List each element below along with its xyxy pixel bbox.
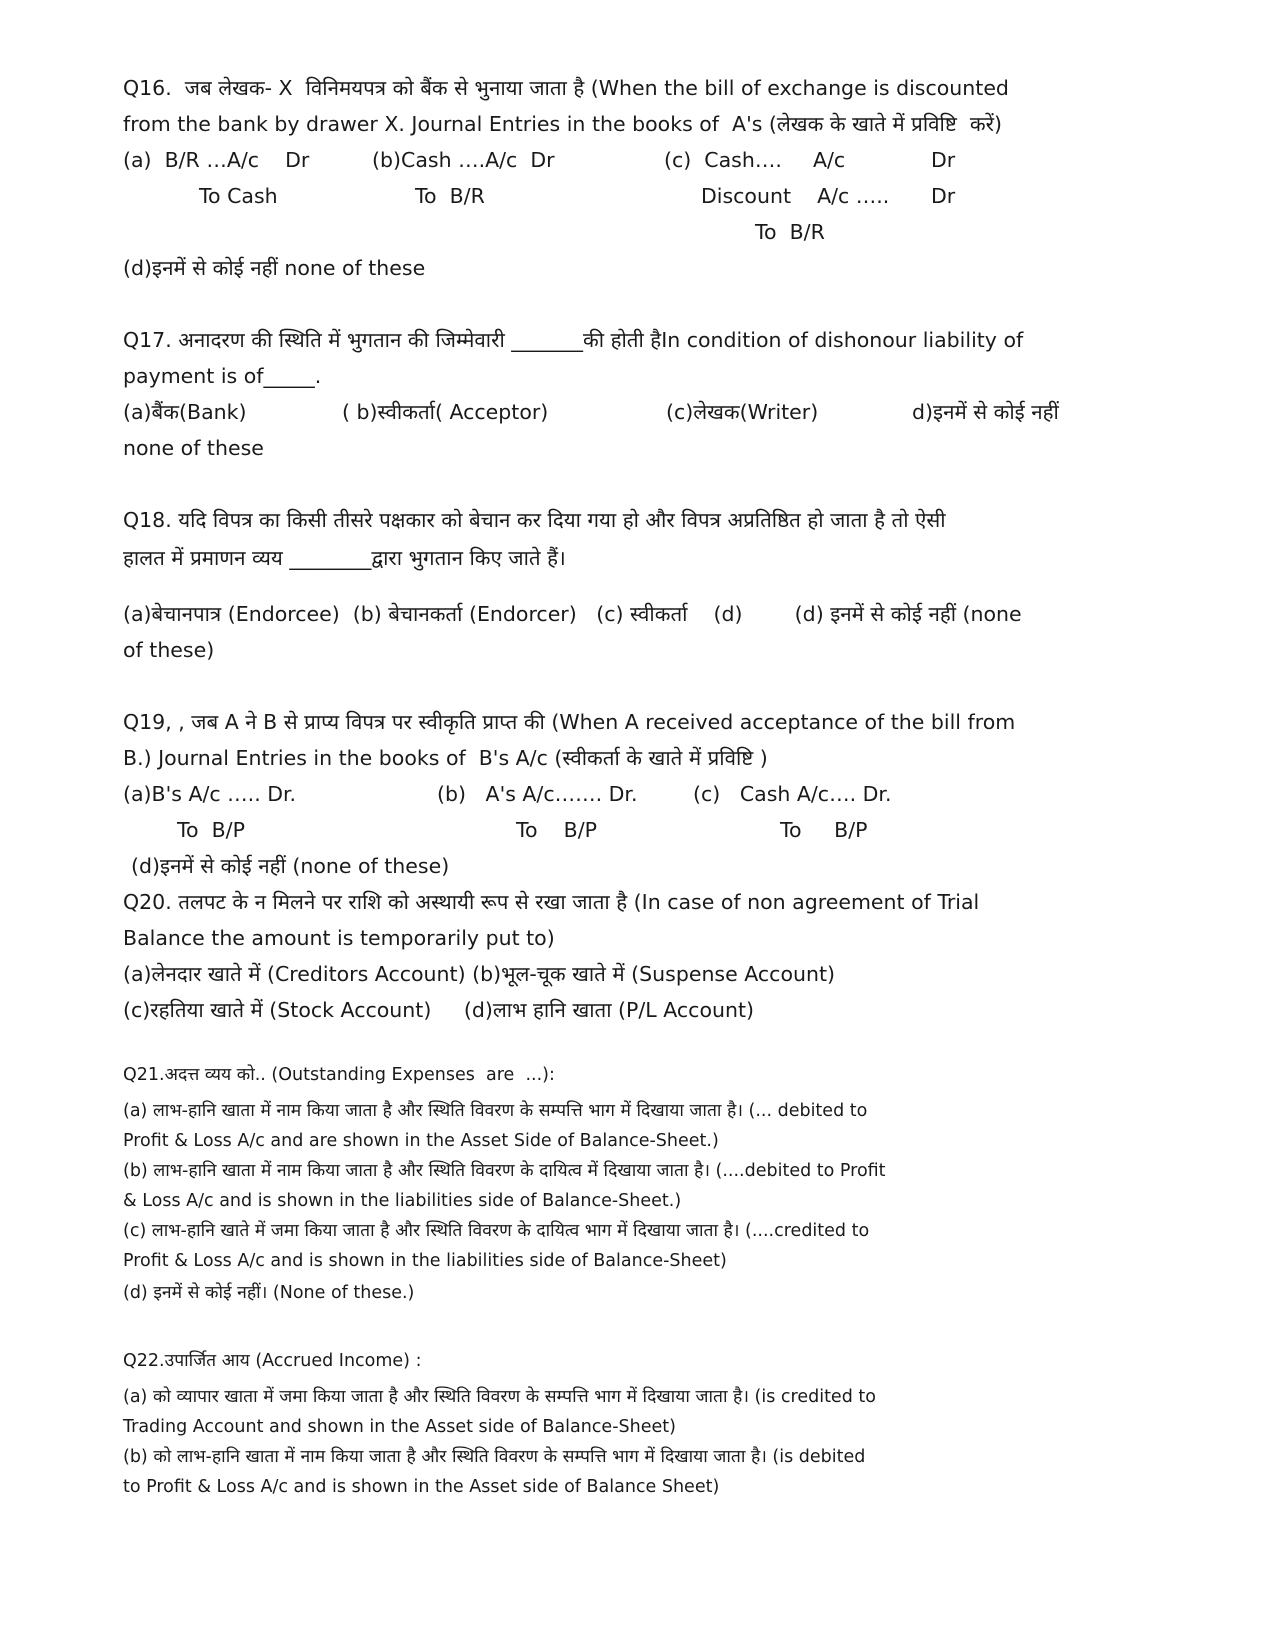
q17-text-line1: Q17. अनादरण की स्थिति में भुगतान की जिम्मेवारी _______की होती हैIn condition of dishonour liability of xyxy=(123,328,1024,352)
q16-text-line1: Q16. जब लेखक- X विनिमयपत्र को बैंक से भुनाया जाता है (When the bill of exchange is discounted xyxy=(123,76,1009,100)
q16-option-b-line2: To B/R xyxy=(415,184,485,208)
q22-option-a-line1: (a) को व्यापार खाता में जमा किया जाता है और स्थिति विवरण के सम्पत्ति भाग में दिखाया जाता है। (is credited to xyxy=(123,1387,876,1407)
q21-option-b-line1: (b) लाभ-हानि खाता में नाम किया जाता है और स्थिति विवरण के दायित्व में दिखाया जाता है। (....debited to Profit xyxy=(123,1161,886,1181)
q16-option-c-line2: Discount A/c ….. xyxy=(701,184,890,208)
q17-text-line2: payment is of_____. xyxy=(123,364,322,388)
q22-option-a-line2: Trading Account and shown in the Asset side of Balance-Sheet) xyxy=(123,1417,676,1437)
q20-options-line2: (c)रहतिया खाते में (Stock Account) (d)लाभ हानि खाता (P/L Account) xyxy=(123,998,755,1022)
q21-text-line1: Q21.अदत्त व्यय को.. (Outstanding Expenses are ...): xyxy=(123,1065,555,1085)
q21-option-b-line2: & Loss A/c and is shown in the liabilities side of Balance-Sheet.) xyxy=(123,1191,682,1211)
q19-text-line2: B.) Journal Entries in the books of B's A/c (स्वीकर्ता के खाते में प्रविष्टि ) xyxy=(123,746,768,770)
q16-option-d: (d)इनमें से कोई नहीं none of these xyxy=(123,256,426,280)
q19-option-a-line1: (a)B's A/c ….. Dr. xyxy=(123,782,297,806)
q16-option-a-line1: (a) B/R …A/c Dr xyxy=(123,148,310,172)
q16-option-c-ac: A/c xyxy=(813,148,846,172)
q21-option-c-line1: (c) लाभ-हानि खाते में जमा किया जाता है और स्थिति विवरण के दायित्व भाग में दिखाया जाता है। (....credited to xyxy=(123,1221,870,1241)
q21-option-a-line2: Profit & Loss A/c and are shown in the Asset Side of Balance-Sheet.) xyxy=(123,1131,719,1151)
q16-option-c-dr: Dr xyxy=(931,148,956,172)
q19-option-a-line2: To B/P xyxy=(177,818,245,842)
q16-option-c-line1: (c) Cash…. xyxy=(664,148,782,172)
q20-text-line2: Balance the amount is temporarily put to) xyxy=(123,926,555,950)
q20-options-line1: (a)लेनदार खाते में (Creditors Account) (b)भूल-चूक खाते में (Suspense Account) xyxy=(123,962,836,986)
q16-text-line2: from the bank by drawer X. Journal Entries in the books of A's (लेखक के खाते में प्रविष्टि करें) xyxy=(123,112,1002,136)
q18-text-line2: हालत में प्रमाणन व्यय ________द्वारा भुगतान किए जाते हैं। xyxy=(123,546,566,570)
q16-option-c-line2-dr: Dr xyxy=(931,184,956,208)
q17-option-d-line2: none of these xyxy=(123,436,264,460)
q21-option-d: (d) इनमें से कोई नहीं। (None of these.) xyxy=(123,1283,415,1303)
q19-option-c-line2: To B/P xyxy=(780,818,868,842)
q22-option-b-line1: (b) को लाभ-हानि खाता में नाम किया जाता है और स्थिति विवरण के सम्पत्ति भाग में दिखाया जाता है। (is debited xyxy=(123,1447,866,1467)
q19-option-d: (d)इनमें से कोई नहीं (none of these) xyxy=(131,854,450,878)
q16-option-c-line3: To B/R xyxy=(755,220,825,244)
q17-option-c: (c)लेखक(Writer) xyxy=(666,400,819,424)
q22-option-b-line2: to Profit & Loss A/c and is shown in the Asset side of Balance Sheet) xyxy=(123,1477,720,1497)
q20-text-line1: Q20. तलपट के न मिलने पर राशि को अस्थायी रूप से रखा जाता है (In case of non agreement of Trial xyxy=(123,890,980,914)
q21-option-a-line1: (a) लाभ-हानि खाता में नाम किया जाता है और स्थिति विवरण के सम्पत्ति भाग में दिखाया जाता है। (... debited to xyxy=(123,1101,868,1121)
q16-option-b-line1: (b)Cash ….A/c Dr xyxy=(372,148,555,172)
q17-option-d: d)इनमें से कोई नहीं xyxy=(912,400,1059,424)
q19-option-b-line2: To B/P xyxy=(516,818,597,842)
q17-option-a: (a)बैंक(Bank) xyxy=(123,400,247,424)
q16-option-a-line2: To Cash xyxy=(199,184,278,208)
q18-options-line1: (a)बेचानपात्र (Endorcee) (b) बेचानकर्ता (Endorcer) (c) स्वीकर्ता (d) (d) इनमें से कोई नहीं (none xyxy=(123,602,1022,626)
q19-option-b-line1: (b) A's A/c……. Dr. xyxy=(437,782,638,806)
q18-options-line2: of these) xyxy=(123,638,215,662)
q19-text-line1: Q19, , जब A ने B से प्राप्य विपत्र पर स्वीकृति प्राप्त की (When A received acceptance of the bill from xyxy=(123,710,1016,734)
q18-text-line1: Q18. यदि विपत्र का किसी तीसरे पक्षकार को बेचान कर दिया गया हो और विपत्र अप्रतिष्ठित हो जाता है तो ऐसी xyxy=(123,508,946,532)
q21-option-c-line2: Profit & Loss A/c and is shown in the liabilities side of Balance-Sheet) xyxy=(123,1251,727,1271)
q17-option-b: ( b)स्वीकर्ता( Acceptor) xyxy=(342,400,549,424)
q19-option-c-line1: (c) Cash A/c…. Dr. xyxy=(693,782,892,806)
q22-text-line1: Q22.उपार्जित आय (Accrued Income) : xyxy=(123,1351,422,1371)
